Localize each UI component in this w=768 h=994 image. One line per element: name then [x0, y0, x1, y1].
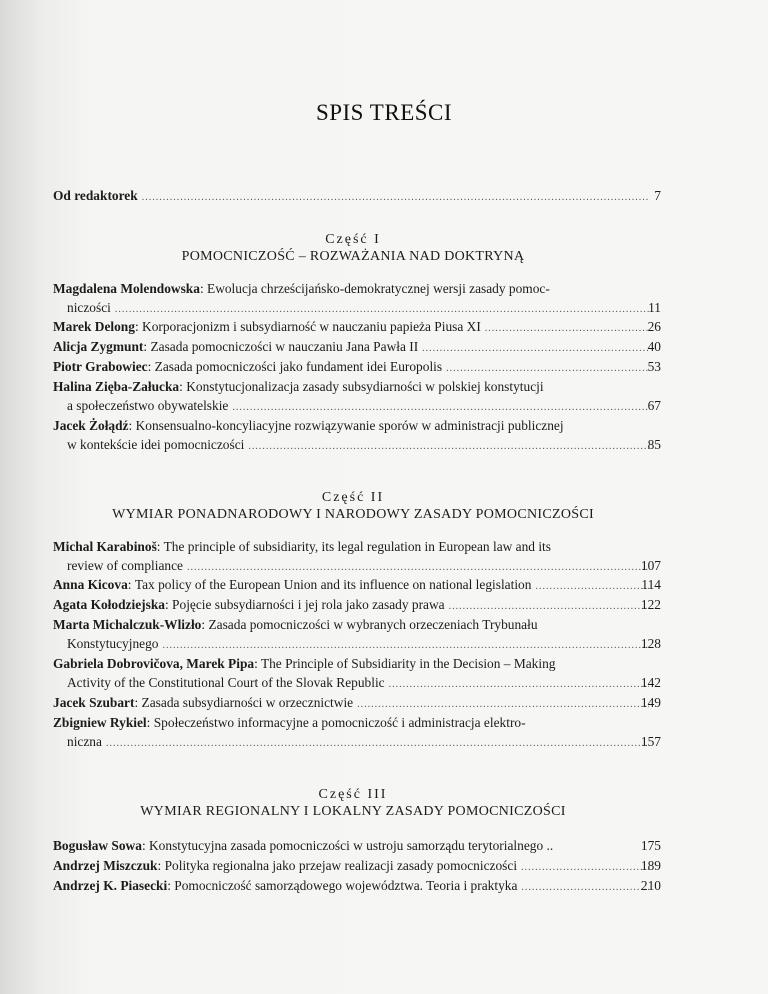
part-heading: [53, 489, 653, 524]
entry-page: 210: [640, 878, 661, 893]
entry-author: Halina Zięba-Załucka: [53, 379, 180, 394]
entry-page: 189: [640, 858, 661, 873]
toc-entry: Jacek Szubart : Zasada subsydiarności w orzecznictwie ..... 149: [53, 694, 653, 715]
part-title: WYMIAR REGIONALNY I LOKALNY ZASADY POMOCNICZOŚCI: [140, 804, 566, 819]
entry-title: Polityka regionalna jako przejaw realizacji zasady pomocniczości: [164, 858, 518, 873]
entry-page: 122: [640, 597, 661, 612]
entry-title-cont: w kontekście idei pomocniczości: [67, 436, 245, 452]
entry-title: Zasada pomocniczości w nauczaniu Jana Pawła II: [150, 339, 419, 354]
entry-page: 128: [640, 635, 661, 651]
entry-page: 157: [640, 733, 661, 749]
toc-entry: Andrzej K. Piasecki : Pomocniczość samorządowego województwa. Teoria i praktyka ..... 210: [53, 877, 653, 898]
entry-page: 67: [647, 397, 661, 413]
entry-title: Korporacjonizm i subsydiarność w nauczaniu papieża Piusa XI: [142, 319, 481, 334]
toc-entry: Agata Kołodziejska : Pojęcie subsydiarności i jej rola jako zasady prawa ..... 122: [53, 596, 653, 617]
toc-entry: Magdalena Molendowska: Ewolucja chrześcijańsko-demokratycznej wersji zasady pomoc- niczości ..... 11: [53, 280, 653, 319]
toc-entry: Marek Delong : Korporacjonizm i subsydiarność w nauczaniu papieża Piusa XI ..... 26: [53, 318, 653, 339]
entry-title: Zasada subsydiarności w orzecznictwie: [141, 695, 354, 710]
entry-page: 114: [641, 577, 661, 592]
entry-author: Michal Karabinoš: [53, 539, 157, 554]
entry-title: Konstytucjonalizacja zasady subsydiarności w polskiej konstytucji: [186, 379, 544, 394]
entry-page: 175: [640, 838, 661, 853]
entry-title-cont: Activity of the Constitutional Court of the Slovak Republic: [67, 674, 385, 690]
toc-entry: Bogusław Sowa : Konstytucyjna zasada pomocniczości w ustroju samorządu terytorialnego .. 175: [53, 837, 653, 856]
toc-entry: Anna Kicova : Tax policy of the European Union and its influence on national legislation ..... 114: [53, 576, 653, 597]
entry-page: 149: [640, 695, 661, 710]
entry-author: Bogusław Sowa: [53, 838, 142, 853]
toc-entry: Alicja Zygmunt : Zasada pomocniczości w nauczaniu Jana Pawła II ..... 40: [53, 338, 653, 359]
toc-entry: Zbigniew Rykiel: Społeczeństwo informacyjne a pomocniczość i administracja elektro- niczna ..... 157: [53, 714, 653, 753]
entry-title: Społeczeństwo informacyjne a pomocniczość i administracja elektro-: [153, 715, 526, 730]
entry-title: Od redaktorek: [53, 188, 138, 203]
part-title: WYMIAR PONADNARODOWY I NARODOWY ZASADY POMOCNICZOŚCI: [112, 507, 594, 522]
entry-page: 7: [654, 188, 661, 203]
entry-title-cont: niczna: [67, 733, 102, 749]
entry-page: 85: [647, 436, 661, 452]
entry-author: Marek Delong: [53, 319, 135, 334]
entry-title-cont: review of compliance: [67, 557, 183, 573]
entry-page: 107: [640, 557, 661, 573]
entry-author: Jacek Żołądź: [53, 418, 129, 433]
entry-title: Zasada pomocniczości jako fundament idei Europolis: [154, 359, 443, 374]
entry-title: Pomocniczość samorządowego województwa. Teoria i praktyka: [174, 878, 518, 893]
entry-page: 142: [640, 674, 661, 690]
part-label: Część I: [325, 232, 381, 247]
entry-title: Tax policy of the European Union and its influence on national legislation: [134, 577, 532, 592]
entry-title: The principle of subsidiarity, its legal regulation in European law and its: [163, 539, 551, 554]
toc-entry: Michal Karabinoš: The principle of subsidiarity, its legal regulation in European law and its review of compliance ..... 107: [53, 538, 653, 577]
entry-title: Pojęcie subsydiarności i jej rola jako zasady prawa: [172, 597, 445, 612]
toc-entry: Andrzej Miszczuk : Polityka regionalna jako przejaw realizacji zasady pomocniczości ..... 189: [53, 857, 653, 878]
toc-entry: Piotr Grabowiec : Zasada pomocniczości jako fundament idei Europolis ..... 53: [53, 358, 653, 379]
toc-entry-intro: [53, 187, 661, 208]
part-heading: [53, 231, 653, 266]
part-title: POMOCNICZOŚĆ – ROZWAŻANIA NAD DOKTRYNĄ: [181, 249, 525, 264]
entry-title: Zasada pomocniczości w wybranych orzeczeniach Trybunału: [208, 617, 538, 632]
entry-author: Agata Kołodziejska: [53, 597, 165, 612]
entry-author: Andrzej K. Piasecki: [53, 878, 168, 893]
entry-author: Gabriela Dobrovičova, Marek Pipa: [53, 656, 255, 671]
entry-title: Ewolucja chrześcijańsko-demokratycznej wersji zasady pomoc-: [207, 281, 550, 296]
toc-entry: Jacek Żołądź: Konsensualno-koncyliacyjne rozwiązywanie sporów w administracji publicznej w kontekście idei pomocniczości ..... 85: [53, 417, 653, 456]
entry-title: Konsensualno-koncyliacyjne rozwiązywanie sporów w administracji publicznej: [135, 418, 564, 433]
entry-title-cont: a społeczeństwo obywatelskie: [67, 397, 229, 413]
entry-author: Andrzej Miszczuk: [53, 858, 158, 873]
toc-entry: Gabriela Dobrovičova, Marek Pipa: The Principle of Subsidiarity in the Decision – Making Activity of the Constitutional Court of the Slovak Republic ..... 142: [53, 655, 653, 694]
entry-title: Konstytucyjna zasada pomocniczości w ustroju samorządu terytorialnego ..: [149, 838, 554, 853]
part-heading: [53, 786, 653, 821]
entry-author: Jacek Szubart: [53, 695, 135, 710]
page-title: SPIS TREŚCI: [315, 100, 453, 125]
entry-title-cont: Konstytucyjnego: [67, 635, 159, 651]
entry-author: Alicja Zygmunt: [53, 339, 144, 354]
entry-author: Zbigniew Rykiel: [53, 715, 147, 730]
entry-title-cont: niczości: [67, 299, 111, 315]
toc-entry: Marta Michalczuk-Wlizło: Zasada pomocniczości w wybranych orzeczeniach Trybunału Konstytucyjnego ..... 128: [53, 616, 653, 655]
entry-author: Magdalena Molendowska: [53, 281, 200, 296]
entry-page: 40: [647, 339, 661, 354]
part-label: Część II: [321, 490, 385, 505]
entry-page: 53: [647, 359, 661, 374]
entry-title: The Principle of Subsidiarity in the Decision – Making: [260, 656, 556, 671]
part-label: Część III: [318, 787, 388, 802]
entry-page: 11: [648, 299, 661, 315]
toc-entry: Halina Zięba-Załucka: Konstytucjonalizacja zasady subsydiarności w polskiej konstytucji a społeczeństwo obywatelskie ..... 67: [53, 378, 653, 417]
entry-author: Piotr Grabowiec: [53, 359, 148, 374]
entry-page: 26: [647, 319, 661, 334]
entry-author: Anna Kicova: [53, 577, 128, 592]
entry-author: Marta Michalczuk-Wlizło: [53, 617, 202, 632]
